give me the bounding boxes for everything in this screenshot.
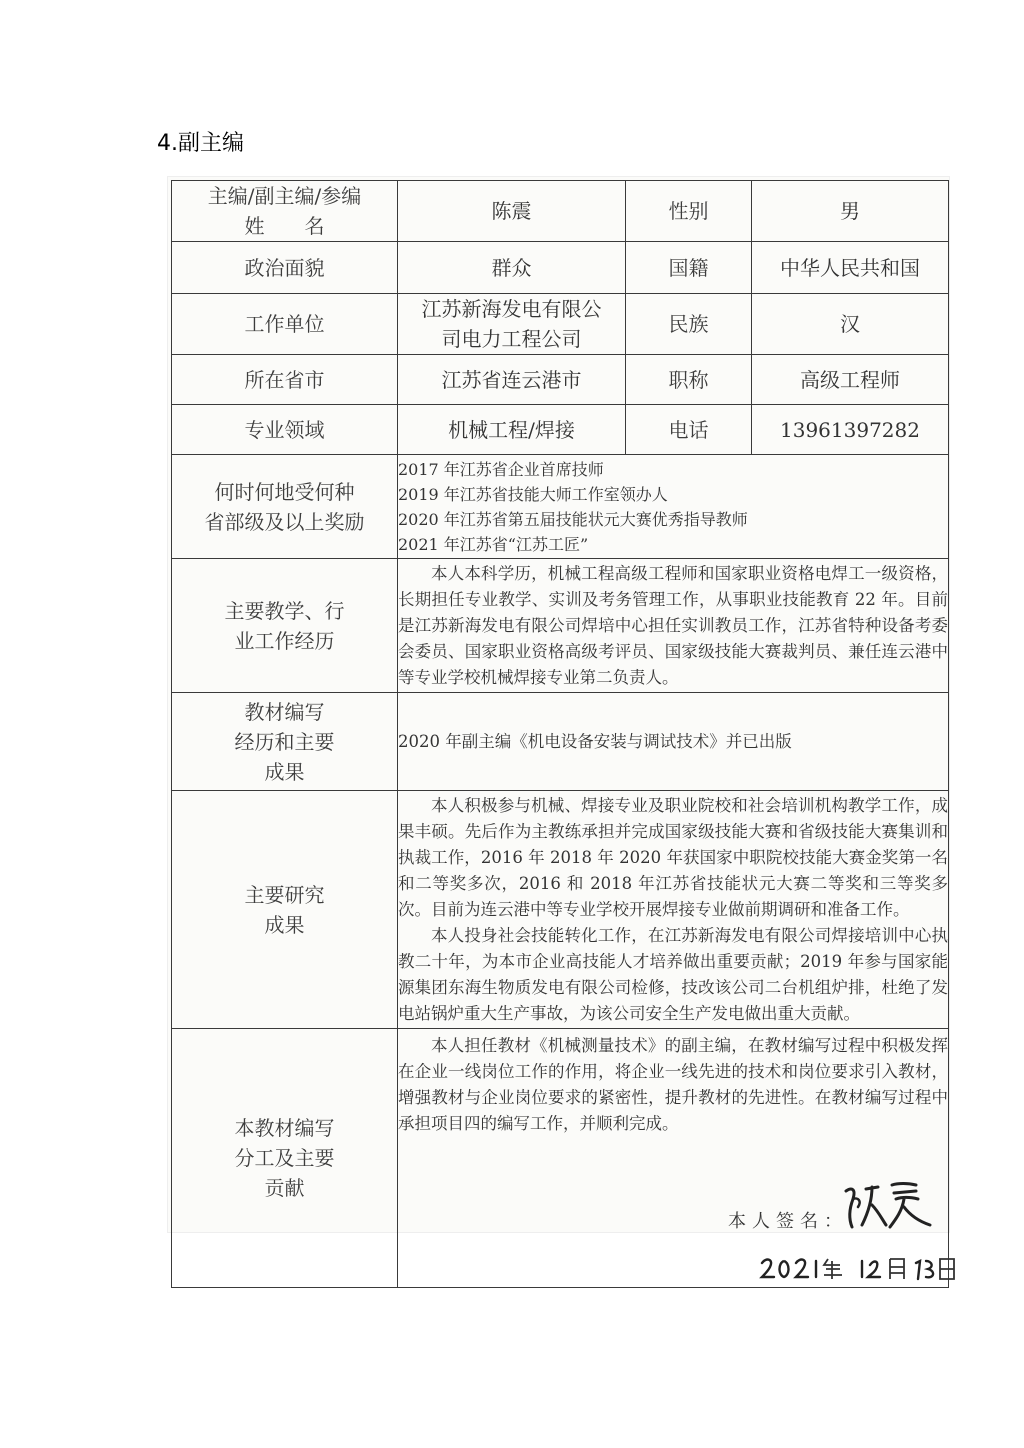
nationality-value: 中华人民共和国 [752, 242, 949, 294]
row-work [172, 294, 949, 355]
editor-info-table [171, 180, 949, 1288]
textbook-cell [398, 693, 949, 791]
experience-label-line1: 主要教学、行 [224, 598, 345, 623]
row-awards [172, 455, 949, 559]
textbook-text: 2020 年副主编《机电设备安装与调试技术》并已出版 [398, 731, 792, 751]
nationality-label: 国籍 [626, 242, 752, 294]
awards-label-line1: 何时何地受何种 [214, 479, 355, 504]
contribution-label-line1: 本教材编写 [234, 1116, 335, 1140]
politics-label: 政治面貌 [172, 242, 398, 294]
row-contribution [172, 1029, 949, 1288]
award-item: 2019 年江苏省技能大师工作室领办人 [398, 484, 668, 504]
contribution-label-line2: 分工及主要 [234, 1146, 335, 1170]
field-value: 机械工程/焊接 [398, 405, 626, 455]
row-field [172, 405, 949, 455]
name-value: 陈震 [398, 181, 626, 242]
award-item: 2017 年江苏省企业首席技师 [398, 459, 604, 479]
row-research [172, 791, 949, 1029]
name-label-line1: 主编/副主编/参编 [207, 184, 362, 208]
awards-list [398, 455, 949, 559]
research-label-line2: 成果 [264, 912, 305, 937]
textbook-label-line1: 教材编写 [244, 699, 325, 724]
phone-value: 13961397282 [752, 405, 949, 455]
politics-value: 群众 [398, 242, 626, 294]
name-label [172, 181, 398, 242]
signature-label: 本人签名： [728, 1211, 848, 1232]
section-heading: 4.副主编 [157, 131, 244, 156]
experience-label [172, 559, 398, 693]
work-value [398, 294, 626, 355]
row-city [172, 355, 949, 405]
work-value-line2: 司电力工程公司 [441, 327, 582, 351]
awards-label-line2: 省部级及以上奖励 [204, 509, 365, 534]
gender-label: 性别 [626, 181, 752, 242]
work-value-line1: 江苏新海发电有限公 [421, 297, 602, 321]
awards-label [172, 455, 398, 559]
experience-text: 本人本科学历，机械工程高级工程师和国家职业资格电焊工一级资格，长期担任专业教学、实训及考务管理工作，从事职业技能教育 22 年。目前是江苏新海发电有限公司焊培中心担任实训教员工作，江苏省特种设备考委会委员、国家职业资格高级考评员、国家级技能大赛裁判员、兼任连云港中等专业学校机械焊接专业第二负责人。 [398, 563, 948, 687]
title-label: 职称 [626, 355, 752, 405]
textbook-label-line2: 经历和主要 [234, 729, 335, 754]
phone-label: 电话 [626, 405, 752, 455]
textbook-label [172, 693, 398, 791]
research-label [172, 791, 398, 1029]
award-item: 2020 年江苏省第五届技能状元大赛优秀指导教师 [398, 509, 748, 529]
gender-value: 男 [752, 181, 949, 242]
ethnic-value: 汉 [752, 294, 949, 355]
handwritten-signature-icon [838, 1177, 938, 1237]
contribution-cell [398, 1029, 949, 1288]
textbook-label-line3: 成果 [264, 759, 305, 784]
award-item: 2021 年江苏省“江苏工匠” [398, 534, 589, 554]
experience-cell [398, 559, 949, 693]
research-cell [398, 791, 949, 1029]
contribution-label [172, 1029, 398, 1288]
title-value: 高级工程师 [752, 355, 949, 405]
row-experience [172, 559, 949, 693]
handwritten-date-icon [758, 1253, 958, 1283]
contribution-label-line3: 贡献 [264, 1176, 305, 1200]
contribution-text: 本人担任教材《机械测量技术》的副主编，在教材编写过程中积极发挥在企业一线岗位工作的作用，将企业一线先进的技术和岗位要求引入教材，增强教材与企业岗位要求的紧密性，提升教材的先进性。在教材编写过程中承担项目四的编写工作，并顺利完成。 [398, 1036, 948, 1133]
row-name [172, 181, 949, 242]
research-paragraph: 本人投身社会技能转化工作，在江苏新海发电有限公司焊接培训中心执教二十年，为本市企业高技能人才培养做出重要贡献；2019 年参与国家能源集团东海生物质发电有限公司检修，技改该公司二台机组炉排，杜绝了发电站锅炉重大生产事故，为该公司安全生产发电做出重大贡献。 [398, 925, 948, 1023]
research-paragraph: 本人积极参与机械、焊接专业及职业院校和社会培训机构教学工作，成果丰硕。先后作为主教练承担并完成国家级技能大赛和省级技能大赛集训和执裁工作，2016 年 2018 年 2020 年获国家中职院校技能大赛金奖第一名和二等奖多次，2016 和 2018 年江苏省技能状元大赛二等奖和三等奖多次。目前为连云港中等专业学校开展焊接专业做前期调研和准备工作。 [398, 795, 948, 919]
name-label-line2: 姓 名 [244, 214, 325, 238]
city-value: 江苏省连云港市 [398, 355, 626, 405]
field-label: 专业领域 [172, 405, 398, 455]
signature-area [398, 1137, 948, 1287]
work-label: 工作单位 [172, 294, 398, 355]
city-label: 所在省市 [172, 355, 398, 405]
ethnic-label: 民族 [626, 294, 752, 355]
row-textbook [172, 693, 949, 791]
research-label-line1: 主要研究 [244, 882, 325, 907]
row-politics [172, 242, 949, 294]
experience-label-line2: 业工作经历 [234, 628, 335, 653]
